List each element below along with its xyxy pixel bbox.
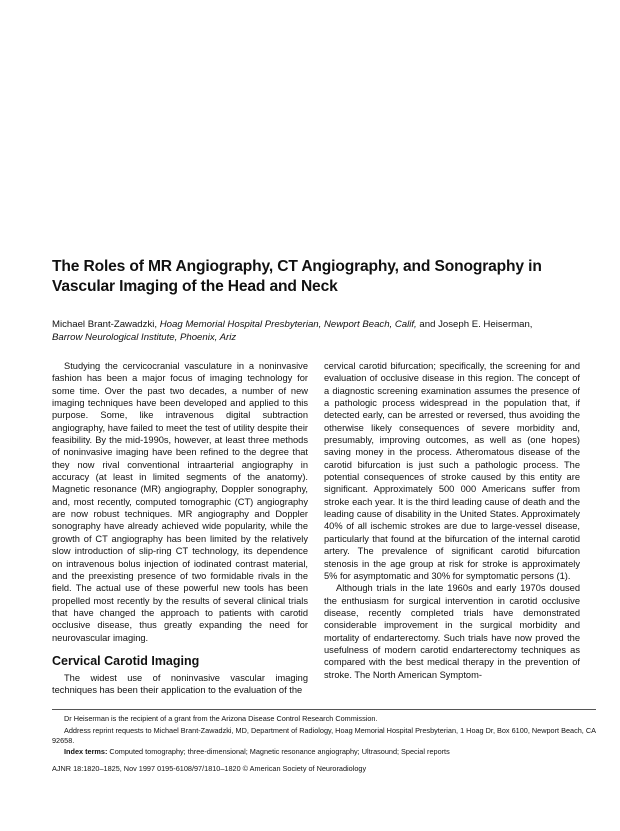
footnote-grant: Dr Heiserman is the recipient of a grant from the Arizona Disease Control Research Commission. <box>64 714 378 723</box>
affiliation-2: Barrow Neurological Institute, Phoenix, Ariz <box>52 332 237 343</box>
index-terms-label: Index terms: <box>64 747 108 756</box>
author-1: Michael Brant-Zawadzki, <box>52 319 158 330</box>
intro-paragraph: Studying the cervicocranial vasculature in a noninvasive fashion has been a major focus of imaging technology for some time. Over the past two decades, a number of new imaging techniques have been developed and applied to this purpose. Some, like intravenous digital subtraction angiography, have failed to meet the test of utility despite their feasibility. By the mid-1990s, however, at least three methods of noninvasive imaging have been refined to the degree that they now rival conventional intraarterial angiography in accuracy (at least in limited segments of the anatomy). Magnetic resonance (MR) angiography, Doppler sonography, and, most recently, computed tomographic (CT) angiography are now robust techniques. MR angiography and Doppler sonography have already achieved wide popularity, while the growth of CT angiography has been limited by the relatively slow introduction of slip-ring CT technology, its dependence on intravenous bolus injection of iodinated contrast material, and the preexisting presence of two formidable rivals in the field. The actual use of these powerful new tools has been propelled most recently by the results of several clinical trials that have changed the approach to patients with carotid occlusive disease, thus greatly expanding the need for neurovascular imaging. <box>52 361 308 643</box>
right-column <box>324 360 580 681</box>
trials-paragraph: Although trials in the late 1960s and early 1970s doused the enthusiasm for surgical intervention in carotid occlusive disease, recently completed trials have demonstrated considerable improvement in the surgical morbidity and mortality of endarterectomy. Such trials have now proved the usefulness of modern carotid endarterectomy techniques as compared with the best medical therapy in the prevention of stroke. The North American Symptom- <box>324 583 580 680</box>
index-terms-list: Computed tomography; three-dimensional; Magnetic resonance angiography; Ultrasound; Special reports <box>109 747 450 756</box>
footnote-divider <box>52 709 596 710</box>
footnote-reprint: Address reprint requests to Michael Brant-Zawadzki, MD, Department of Radiology, Hoag Memorial Hospital Presbyterian, 1 Hoag Dr, Box 6100, Newport Beach, CA 92658. <box>52 726 596 745</box>
journal-citation: AJNR 18:1820–1825, Nov 1997 0195-6108/97/1810–1820 © American Society of Neuroradiology <box>52 764 367 773</box>
section-paragraph: The widest use of noninvasive vascular imaging techniques has been their application to the evaluation of the <box>52 672 308 696</box>
left-column <box>52 360 308 697</box>
affiliation-1: Hoag Memorial Hospital Presbyterian, Newport Beach, Calif, <box>159 319 417 330</box>
article-title: The Roles of MR Angiography, CT Angiography, and Sonography in Vascular Imaging of the Head and Neck <box>52 258 542 295</box>
author-line <box>52 318 592 344</box>
section-paragraph-continued: cervical carotid bifurcation; specifically, the screening for and evaluation of occlusive disease in this region. The concept of a diagnostic screening examination assumes the presence of a pathologic process widespread in the population that, if detected early, can be arrested or reversed, thus avoiding the otherwise likely consequences of severe morbidity and, presumably, improving outcomes, as well as (one hopes) saving money in the process. Atheromatous disease of the carotid bifurcation is just such a pathologic process. The potential consequences of stroke caused by this entity are significant. Approximately 500 000 Americans suffer from stroke each year. It is the third leading cause of death and the leading cause of disability in the United States. Approximately 40% of all ischemic strokes are due to large-vessel disease, particularly that found at the bifurcation of the internal carotid artery. The prevalence of significant carotid bifurcation stenosis in the age group at risk for stroke is approximately 5% for asymptomatic and 30% for symptomatic persons (1). <box>324 361 580 581</box>
footnote-index-terms <box>52 747 596 757</box>
section-heading: Cervical Carotid Imaging <box>52 653 200 668</box>
author-conjunction: and <box>419 319 436 330</box>
author-2: Joseph E. Heiserman, <box>438 319 533 330</box>
